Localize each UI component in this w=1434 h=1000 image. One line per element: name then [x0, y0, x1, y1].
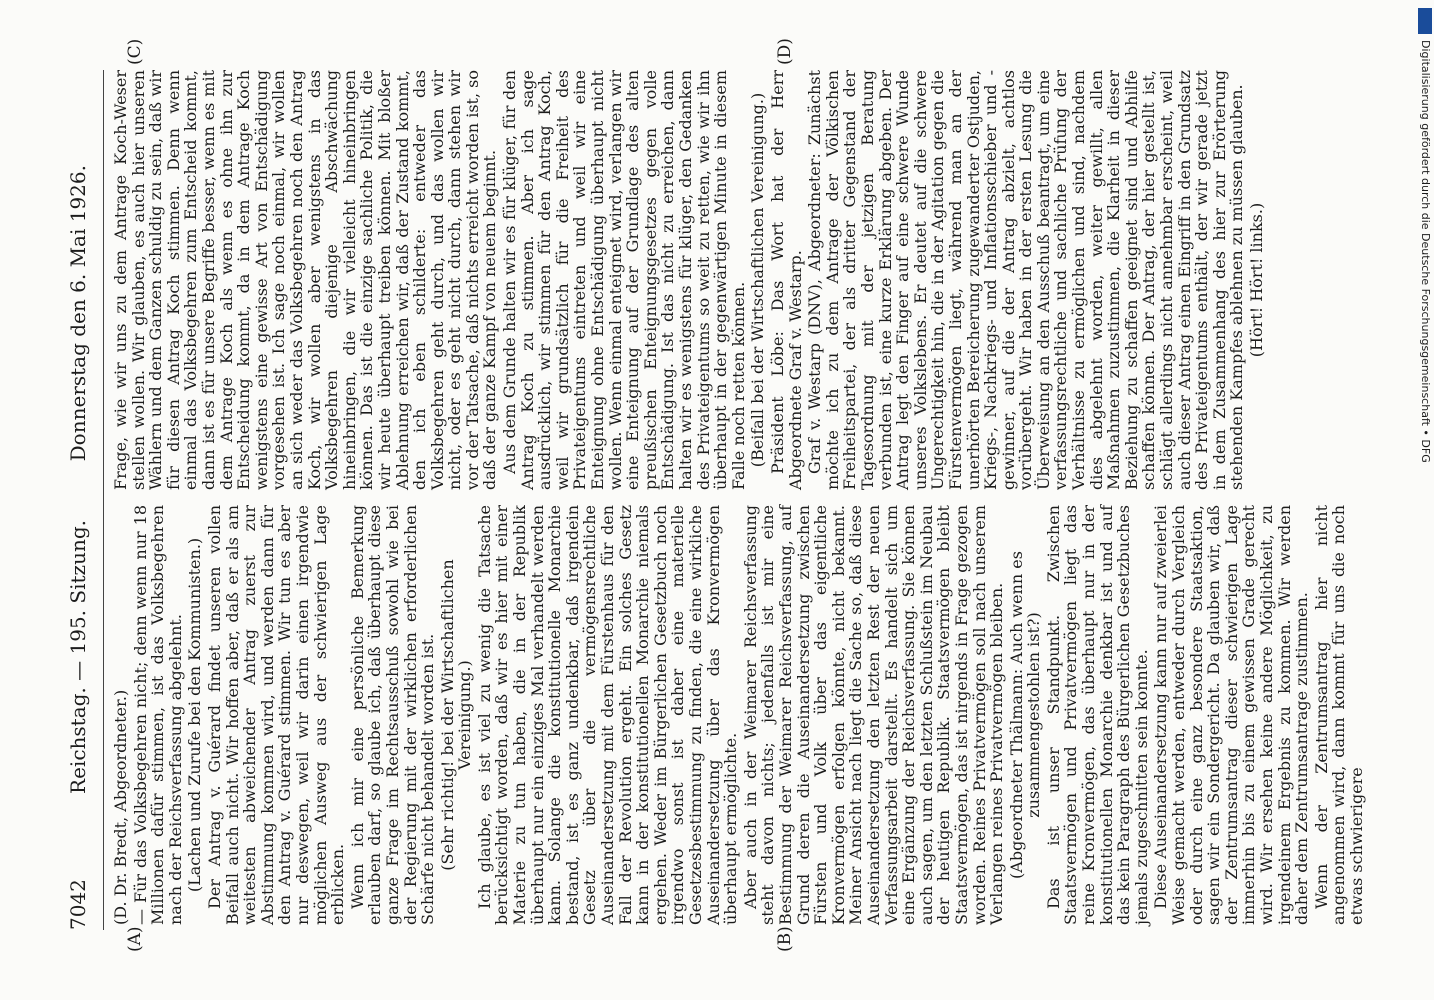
interjection: (Hört! Hört! links.) — [1247, 202, 1266, 358]
dfg-logo-icon — [1418, 8, 1432, 34]
paragraph: Wenn der Zentrumsantrag hier nicht angenommen wird, dann kommt für uns die noch etwas schwierigere — [1311, 505, 1366, 925]
paragraph: Diese Auseinandersetzung kann nur auf zweierlei Weise gemacht werden, entweder durch Vergleich oder durch eine ganz besondere Staatsaktion, sagen wir ein Sondergericht. Da glauben wir, daß der Zentrumsantrag dieser schwierigen Lage immerhin bis zu einem gewissen Grade gerecht wird. Wir ersehen keine andere Möglichkeit, zu irgendeinem Ergebnis zu kommen. Wir werden daher dem Zentrumsantrage zustimmen. — [1151, 505, 1312, 925]
text-column-right — [112, 70, 1268, 490]
paragraph: Ich glaube, es ist viel zu wenig die Tatsache berücksichtigt worden, daß wir es hier mit einer Materie zu tun haben, die in der Republik überhaupt nur ein einziges Mal verhandelt werden kann. Solange die konstitutionelle Monarchie bestand, ist es ganz undenkbar, daß irgendein Gesetz über die vermögensrechtliche Auseinandersetzung mit dem Fürstenhaus für den Fall der Revolution ergeht. Ein solches Gesetz kann in der konstitutionellen Monarchie niemals ergehen. Weder im Bürgerlichen Gesetzbuch noch irgendwo sonst ist daher eine materielle Gesetzesbestimmung zu finden, die eine wirkliche Auseinandersetzung über das Kronvermögen überhaupt ermöglichte. — [474, 505, 741, 925]
margin-marker-a: (A) — [125, 926, 145, 952]
interjection: (Sehr richtig! bei der Wirtschaftlichen Vereinigung.) — [437, 559, 475, 871]
header-right-title: Donnerstag den 6. Mai 1926. — [66, 165, 90, 462]
interjection: (Beifall bei der Wirtschaftlichen Vereinigung.) — [748, 92, 768, 468]
margin-marker-d: (D) — [775, 38, 795, 65]
margin-marker-b: (B) — [775, 926, 795, 952]
interjection: (Abgeordneter Thälmann: Auch wenn es zusammengestohlen ist?) — [1006, 551, 1044, 879]
header-rule — [103, 70, 104, 930]
margin-marker-c: (C) — [125, 38, 145, 65]
paragraph: — Für das Volksbegehren nicht; denn wenn nur 18 Millionen dafür stimmen, ist das Volksbegehren nach der Reichsverfassung abgelehnt. — [130, 505, 185, 925]
paragraph: Der Antrag v. Guérard findet unseren vollen Beifall auch nicht. Wir hoffen aber, daß er als am weitesten abweichender Antrag zuerst zur Abstimmung kommen wird, und werden dann für den Antrag v. Guérard stimmen. Wir tun es aber nur deswegen, weil wir darin einen irgendwie möglichen Ausweg aus der schwierigen Lage erblicken. — [204, 505, 348, 925]
paragraph: Wenn ich mir eine persönliche Bemerkung erlauben darf, so glaube ich, daß überhaupt diese ganze Frage im Rechtsausschuß sowohl wie bei der Regierung mit der wirklichen erforderlichen Schärfe nicht behandelt worden ist. — [347, 505, 438, 925]
paragraph: Das ist unser Standpunkt. Zwischen Staatsvermögen und Privatvermögen liegt das reine Kronvermögen, das überhaupt nur in der konstitutionellen Monarchie denkbar ist und auf das kein Paragraph des Bürgerlichen Gesetzbuches jemals zugeschnitten sein konnte. — [1043, 505, 1151, 925]
paragraph: Aber auch in der Weimarer Reichsverfassung steht davon nichts; jedenfalls ist mir eine Bestimmung der Weimarer Reichsverfassung, auf Grund deren die Auseinandersetzung zwischen Fürsten und Volk über das eigentliche Kronvermögen erfolgen könnte, nicht bekannt. Meiner Ansicht nach liegt die Sache so, daß diese Auseinandersetzung den letzten Rest der neuen Verfassungsarbeit darstellt. Es handelt sich um eine Ergänzung der Reichsverfassung. Sie können auch sagen, um den letzten Schlußstein im Neubau der heutigen Republik. Staatsvermögen bleibt Staatsvermögen, das ist nirgends in Frage gezogen worden. Reines Privatvermögen soll nach unserem Verlangen reines Privatvermögen bleiben. — [740, 505, 1007, 925]
paragraph: Frage, wie wir uns zu dem Antrage Koch-Weser stellen wollen. Wir glauben, es auch hier unseren Wählern und dem Ganzen schuldig zu sein, daß wir für diesen Antrag Koch stimmen. Denn wenn einmal das Volksbegehren zum Entscheid kommt, dann ist es für unsere Begriffe besser, wenn es mit dem Antrage Koch als wenn es ohne ihn zur Entscheidung kommt, da in dem Antrage Koch wenigstens eine gewisse Art von Entschädigung vorgesehen ist. Ich sage noch einmal, wir wollen an sich weder das Volksbegehren noch den Antrag Koch, wir wollen aber wenigstens in das Volksbegehren diejenige Abschwächung hineinbringen, die wir vielleicht hineinbringen können. Das ist die einzige sachliche Politik, die wir heute überhaupt treiben können. Mit bloßer Ablehnung erreichen wir, daß der Zustand kommt, den ich eben schilderte: entweder das Volksbegehren geht durch, und das wollen wir nicht, oder es geht nicht durch, dann stehen wir vor der Tatsache, daß nichts erreicht worden ist, so daß der ganze Kampf von neuem beginnt. — [111, 70, 500, 490]
page-header — [58, 0, 98, 1000]
stamp-text: Digitalisierung gefördert durch die Deutsche Forschungsgemeinschaft • DFG — [1419, 40, 1432, 463]
paragraph: Graf v. Westarp (DNV), Abgeordneter: Zunächst möchte ich zu dem Antrage der Völkischen Freiheitspartei, der als dritter Gegenstand der Tagesordnung mit der jetzigen Beratung verbunden ist, eine kurze Erklärung abgeben. Der Antrag legt den Finger auf eine schwere Wunde unseres Volkslebens. Er deutet auf die schwere Ungerechtigkeit hin, die in der Agitation gegen die Fürstenvermögen liegt, während man an der unerhörten Bereicherung zugewanderter Ostjuden, Kriegs-, Nachkriegs- und Inflationsschieber und -gewinner, auf die der Antrag abzielt, achtlos vorübergeht. Wir haben in der ersten Lesung die Überweisung an den Ausschuß beantragt, um eine verfassungsrechtliche und sachliche Prüfung der Verhältnisse zu ermöglichen und sind, nachdem dies abgelehnt worden, weiter gewillt, allen Maßnahmen zuzustimmen, die Klarheit in dieser Beziehung zu schaffen geeignet sind und Abhilfe schaffen können. Der Antrag, der hier gestellt ist, schlägt allerdings nicht annehmbar erscheint, weil auch dieser Antrag einen Eingriff in den Grundsatz des Privateigentums enthält, der wir gerade jetzt in dem Zusammenhang des hier zur Erörterung stehenden Kampfes ablehnen zu müssen glauben. — [805, 70, 1247, 490]
paragraph: Aus dem Grunde halten wir es für klüger, für den Antrag Koch zu stimmen. Aber ich sage ausdrücklich, wir stimmen für den Antrag Koch, weil wir grundsätzlich für die Freiheit des Privateigentums eintreten und weil wir eine Enteignung ohne Entschädigung überhaupt nicht wollen. Wenn einmal enteignet wird, verlangen wir eine Enteignung auf der Grundlage des alten preußischen Enteignungsgesetzes gegen volle Entschädigung. Ist das nicht zu erreichen, dann halten wir es wenigstens für klüger, den Gedanken des Privateigentums so weit zu retten, wie wir ihn überhaupt in der gegenwärtigen Minute in diesem Falle noch retten können. — [500, 70, 748, 490]
header-left-title: Reichstag. — 195. Sitzung. — [66, 520, 90, 794]
speaker-line: (D. Dr. Bredt, Abgeordneter.) — [111, 689, 130, 925]
interjection: (Lachen und Zurufe bei den Kommunisten.) — [185, 537, 205, 893]
president-remark: Präsident Löbe: Das Wort hat der Herr Abgeordnete Graf v. Westarp. — [767, 70, 805, 490]
page-number: 7042 — [66, 879, 90, 930]
text-column-left — [112, 505, 1368, 925]
